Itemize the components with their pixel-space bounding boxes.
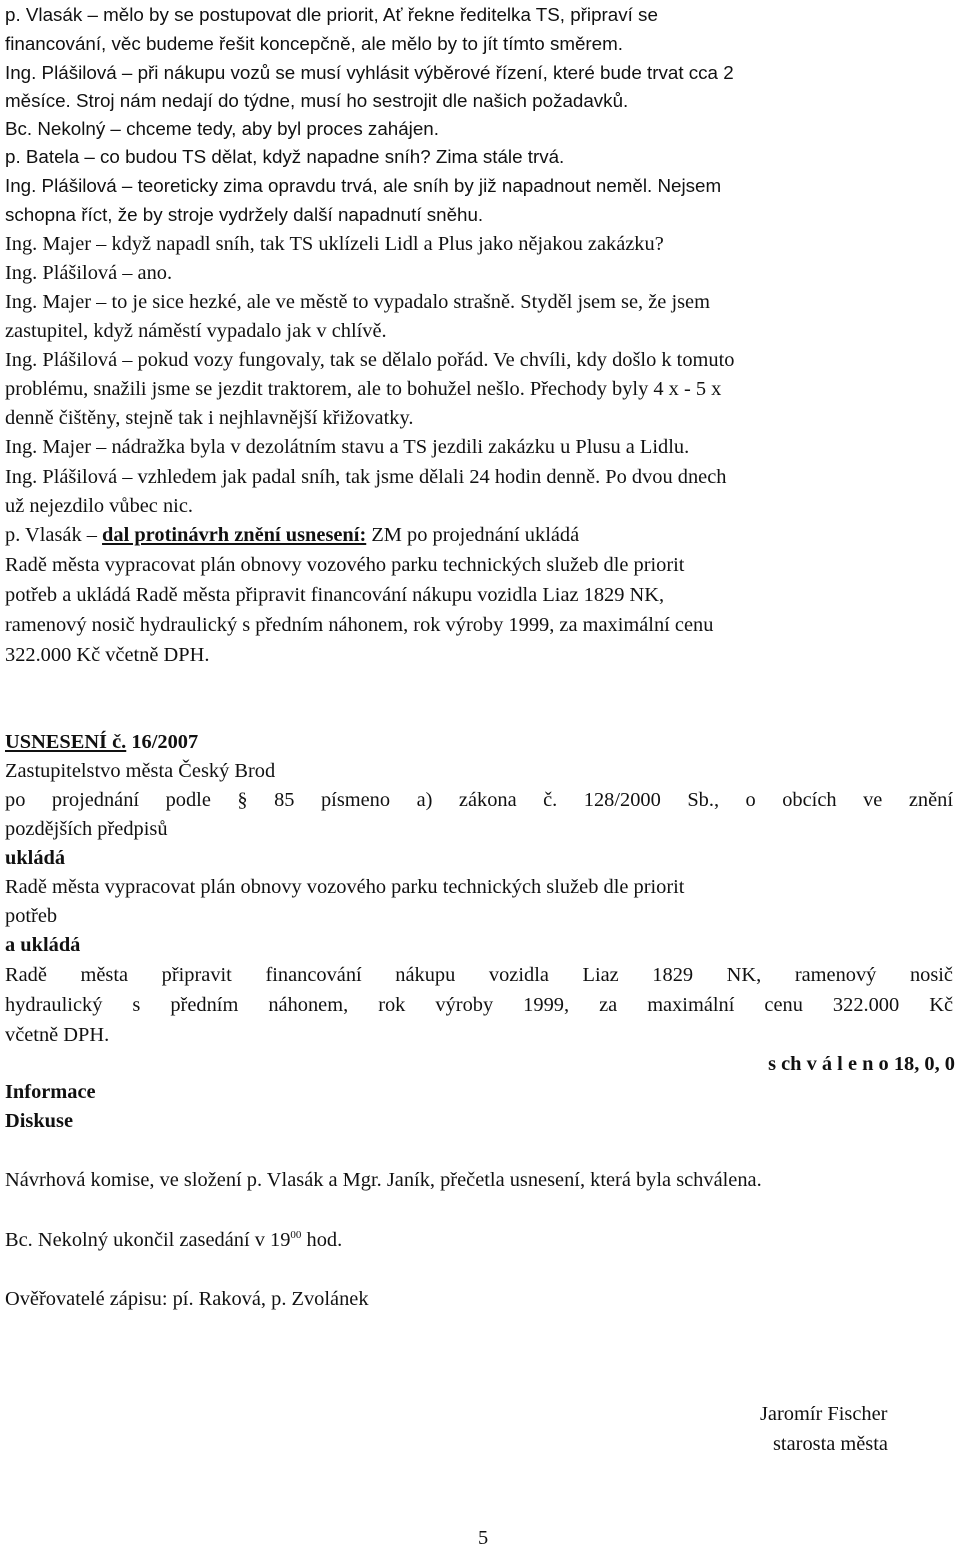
discussion-line: p. Batela – co budou TS dělat, když napadne sníh? Zima stále trvá. bbox=[5, 146, 565, 167]
resolution-order2-line: včetně DPH. bbox=[5, 1024, 110, 1046]
resolution-council: Zastupitelstvo města Český Brod bbox=[5, 760, 276, 782]
discussion-line: financování, věc budeme řešit koncepčně, ale mělo by to jít tímto směrem. bbox=[5, 33, 623, 54]
discussion-line: zastupitel, když náměstí vypadalo jak v chlívě. bbox=[5, 320, 387, 342]
session-end-text: Bc. Nekolný ukončil zasedání v 19 bbox=[5, 1229, 291, 1251]
counter-proposal-line: potřeb a ukládá Radě města připravit financování nákupu vozidla Liaz 1829 NK, bbox=[5, 584, 665, 606]
resolution-orders2-label: a ukládá bbox=[5, 934, 81, 956]
verifiers: Ověřovatelé zápisu: pí. Raková, p. Zvolánek bbox=[5, 1288, 369, 1310]
counter-proposal-line: 322.000 Kč včetně DPH. bbox=[5, 644, 210, 666]
counter-proposal-line: Radě města vypracovat plán obnovy vozového parku technických služeb dle priorit bbox=[5, 554, 685, 576]
counter-proposal-label: dal protinávrh znění usnesení: bbox=[102, 524, 367, 546]
commission-note: Návrhová komise, ve složení p. Vlasák a Mgr. Janík, přečetla usnesení, která byla schválena. bbox=[5, 1169, 762, 1191]
resolution-order1-line: Radě města vypracovat plán obnovy vozového parku technických služeb dle priorit bbox=[5, 876, 685, 898]
counter-proposal-suffix: ZM po projednání ukládá bbox=[366, 524, 580, 546]
discussion-line: Ing. Plášilová – teoreticky zima opravdu trvá, ale sníh by již napadnout neměl. Nejsem bbox=[5, 175, 722, 196]
section-info: Informace bbox=[5, 1081, 96, 1103]
counter-proposal-speaker: p. Vlasák – bbox=[5, 524, 103, 546]
vote-result: s ch v á l e n o 18, 0, 0 bbox=[768, 1053, 955, 1075]
discussion-line: denně čištěny, stejně tak i nejhlavnější křižovatky. bbox=[5, 407, 414, 429]
discussion-line: p. Vlasák – mělo by se postupovat dle priorit, Ať řekne ředitelka TS, připraví se bbox=[5, 4, 658, 25]
discussion-line: schopna říct, že by stroje vydržely další napadnutí sněhu. bbox=[5, 204, 484, 225]
section-discussion: Diskuse bbox=[5, 1110, 73, 1132]
discussion-line: měsíce. Stroj nám nedají do týdne, musí ho sestrojit dle našich požadavků. bbox=[5, 90, 629, 111]
resolution-order2-line: Radě města připravit financování nákupu vozidla Liaz 1829 NK, ramenový nosič bbox=[5, 964, 953, 986]
discussion-line: Ing. Plášilová – vzhledem jak padal sníh, tak jsme dělali 24 hodin denně. Po dvou dnech bbox=[5, 466, 727, 488]
signature-name: Jaromír Fischer bbox=[760, 1403, 888, 1425]
discussion-line: Ing. Plášilová – ano. bbox=[5, 262, 173, 284]
session-end-minutes: 00 bbox=[290, 1229, 302, 1241]
resolution-number: 16/2007 bbox=[126, 731, 199, 753]
counter-proposal-line: ramenový nosič hydraulický s předním náhonem, rok výroby 1999, za maximální cenu bbox=[5, 614, 714, 636]
discussion-line: Ing. Plášilová – při nákupu vozů se musí vyhlásit výběrové řízení, které bude trvat cca 2 bbox=[5, 62, 734, 83]
discussion-line: Ing. Majer – když napadl sníh, tak TS uklízeli Lidl a Plus jako nějakou zakázku? bbox=[5, 233, 664, 255]
discussion-line: Bc. Nekolný – chceme tedy, aby byl proces zahájen. bbox=[5, 118, 439, 139]
resolution-legal-line: po projednání podle § 85 písmeno a) zákona č. 128/2000 Sb., o obcích ve znění bbox=[5, 789, 953, 811]
signature-title: starosta města bbox=[773, 1433, 888, 1455]
resolution-legal-line2: pozdějších předpisů bbox=[5, 818, 168, 840]
resolution-orders-label: ukládá bbox=[5, 847, 66, 869]
session-end-suffix: hod. bbox=[301, 1229, 343, 1251]
resolution-title bbox=[5, 728, 198, 757]
discussion-line: už nejezdilo vůbec nic. bbox=[5, 495, 193, 517]
discussion-line: Ing. Majer – nádražka byla v dezolátním stavu a TS jezdili zakázku u Plusu a Lidlu. bbox=[5, 436, 690, 458]
session-end bbox=[5, 1226, 342, 1255]
resolution-title-prefix: USNESENÍ č. bbox=[5, 731, 127, 753]
discussion-line: problému, snažili jsme se jezdit traktorem, ale to bohužel nešlo. Přechody byly 4 x - 5 x bbox=[5, 378, 722, 400]
page-number: 5 bbox=[478, 1527, 489, 1549]
resolution-order1-line: potřeb bbox=[5, 905, 58, 927]
discussion-line: Ing. Plášilová – pokud vozy fungovaly, tak se dělalo pořád. Ve chvíli, kdy došlo k tomuto bbox=[5, 349, 735, 371]
discussion-line: Ing. Majer – to je sice hezké, ale ve městě to vypadalo strašně. Styděl jsem se, že jsem bbox=[5, 291, 710, 313]
counter-proposal-intro bbox=[5, 521, 579, 550]
resolution-order2-line: hydraulický s předním náhonem, rok výroby 1999, za maximální cenu 322.000 Kč bbox=[5, 994, 953, 1016]
